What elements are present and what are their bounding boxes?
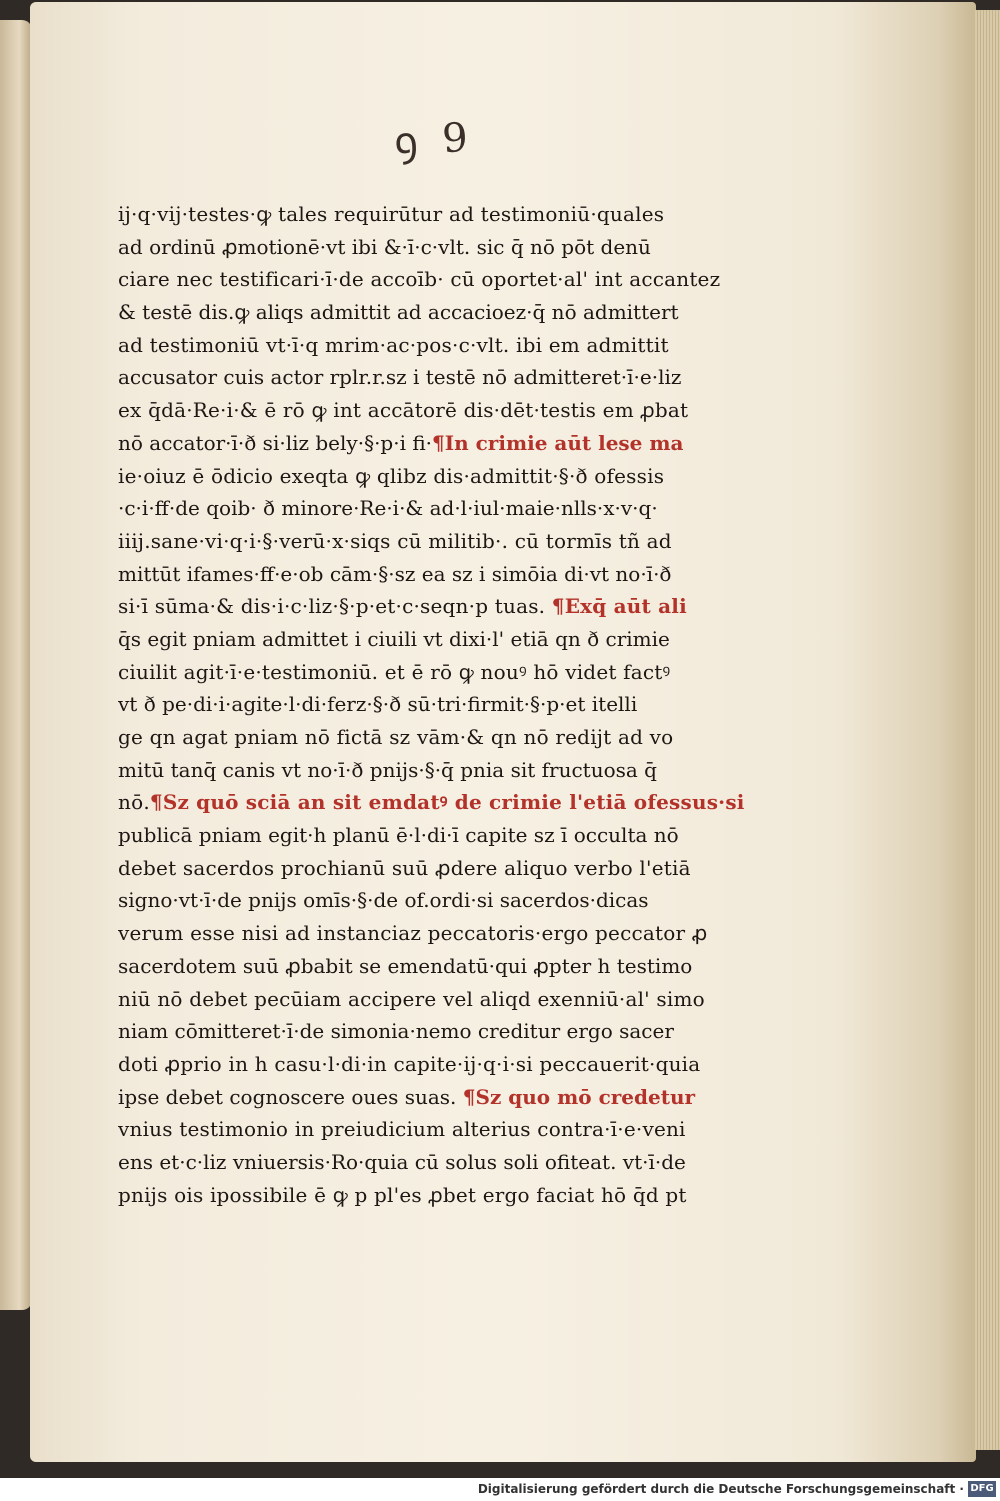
text-line: ie·oiuz ē ōdicio exeqta ꝙ qlibz dis·admittit·§·ð ofessis (118, 463, 665, 488)
text-line: pnijs ois ipossibile ē ꝙ p pl'es ꝓbet ergo faciat hō q̄d pt (118, 1182, 687, 1207)
text-line: accusator cuis actor rplr.r.sz i testē nō admitteret·ī·e·liz (118, 365, 682, 390)
text-line (118, 427, 750, 460)
text-line: publicā pniam egit·h planū ē·l·di·ī capite sz ī occulta nō (118, 823, 679, 848)
text-line: signo·vt·ī·de pnijs omīs·§·de of.ordi·si sacerdos·dicas (118, 888, 649, 913)
book-page (30, 2, 976, 1462)
text-line: ge qn agat pniam nō fictā sz vām·& qn nō redijt ad vo (118, 725, 674, 749)
dfg-logo: DFG (968, 1481, 996, 1497)
text-line: verum esse nisi ad instanciaz peccatoris·ergo peccator ꝓ (118, 921, 708, 946)
page-block-edge (975, 10, 1000, 1450)
rubric-paragraph-mark: ¶Sz quō sciā an sit emdatꝰ de crimie l'etiā ofessus·si (149, 790, 745, 815)
text-segment: ipse debet cognoscere oues suas. (118, 1084, 457, 1109)
text-line: doti ꝓprio in h casu·l·di·in capite·ij·q·i·si peccauerit·quia (118, 1051, 701, 1076)
incunabula-text-block (118, 198, 750, 1211)
rubric-paragraph-mark: ¶Exq̄ aūt ali (551, 594, 687, 619)
text-line: vt ð pe·di·i·agite·l·di·ferz·§·ð sū·tri·firmit·§·p·et itelli (118, 692, 638, 717)
digitization-footer (0, 1478, 1000, 1501)
text-line: ad ordinū ꝓmotionē·vt ibi &·ī·c·vlt. sic q̄ nō pōt denū (118, 234, 651, 259)
text-line: mitū tanq̄ canis vt no·ī·ð pnijs·§·q̄ pnia sit fructuosa q̄ (118, 757, 657, 782)
text-line: iiij.sane·vi·q·i·§·verū·x·siqs cū militib·. cū tormīs tñ ad (118, 528, 672, 553)
text-line: ex q̄dā·Re·i·& ē rō ꝙ int accātorē dis·dēt·testis em ꝓbat (118, 398, 689, 423)
text-line: niam cōmitteret·ī·de simonia·nemo creditur ergo sacer (118, 1019, 674, 1044)
rubric-paragraph-mark: ¶Sz quo mō credetur (462, 1084, 696, 1109)
text-line: sacerdotem suū ꝓbabit se emendatū·qui ꝓpter h testimo (118, 953, 693, 978)
text-line: mittūt ifames·ff·e·ob cām·§·sz ea sz i simōia di·vt no·ī·ð (118, 561, 672, 586)
text-line: vnius testimonio in preiudicium alterius contra·ī·e·veni (118, 1117, 686, 1142)
text-line (118, 1081, 750, 1114)
text-line: ciuilit agit·ī·e·testimoniū. et ē rō ꝙ nouꝰ hō videt factꝰ (118, 659, 671, 684)
text-line: ciare nec testificari·ī·de accoīb· cū oportet·al' int accantez (118, 267, 721, 292)
text-segment: si·ī sūma·& dis·i·c·liz·§·p·et·c·seqn·p tuas. (118, 594, 546, 619)
previous-page-edge (0, 20, 32, 1310)
rubric-paragraph-mark: ¶In crimie aūt lese ma (432, 430, 684, 455)
funding-credit: Digitalisierung gefördert durch die Deutsche Forschungsgemeinschaft · (477, 1482, 964, 1496)
text-line (118, 590, 750, 623)
text-line: ·c·i·ff·de qoib· ð minore·Re·i·& ad·l·iul·maie·nlls·x·v·q· (118, 496, 658, 521)
text-line: q̄s egit pniam admittet i ciuili vt dixi·l' etiā qn ð crimie (118, 626, 670, 651)
text-line: debet sacerdos prochianū suū ꝓdere aliquo verbo l'etiā (118, 855, 691, 880)
text-line: ad testimoniū vt·ī·q mrim·ac·pos·c·vlt. ibi em admittit (118, 332, 669, 357)
text-segment: nō. (118, 790, 150, 815)
text-line: ens et·c·liz vniuersis·Ro·quia cū solus soli ofiteat. vt·ī·de (118, 1149, 686, 1174)
folio-number: ꝯ 9 (392, 114, 476, 166)
text-line: niū nō debet pecūiam accipere vel aliqd exenniū·al' simo (118, 986, 705, 1011)
text-segment: nō accator·ī·ð si·liz bely·§·p·i fi· (118, 430, 433, 455)
text-line (118, 786, 750, 819)
text-line: & testē dis.ꝙ aliqs admittit ad accacioez·q̄ nō admittert (118, 300, 679, 325)
text-line: ij·q·vij·testes·ꝙ tales requirūtur ad testimoniū·quales (118, 202, 665, 226)
